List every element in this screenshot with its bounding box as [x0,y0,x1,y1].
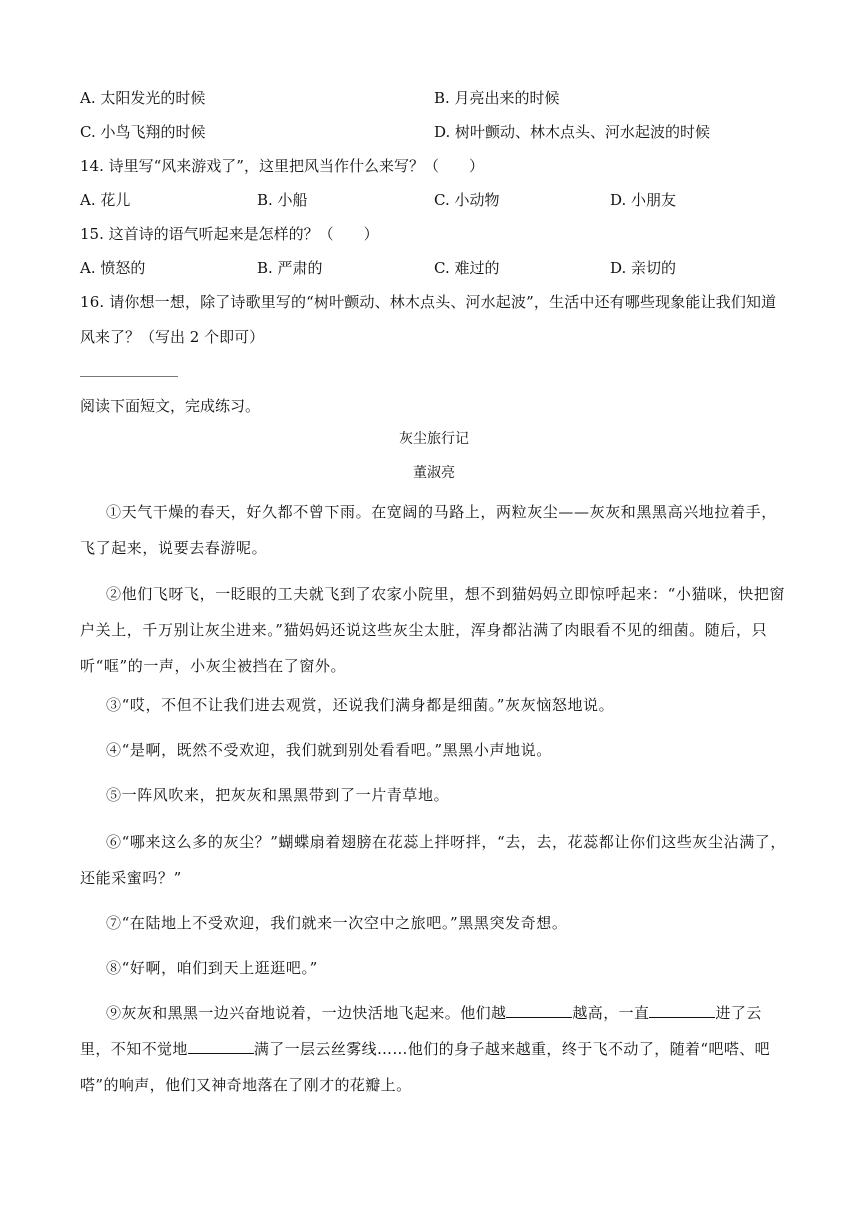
passage-paragraph-5: ⑤一阵风吹来，把灰灰和黑黑带到了一片青草地。 [106,786,450,804]
passage-paragraph-3: ③“哎，不但不让我们进去观赏，还说我们满身都是细菌。”灰灰恼怒地说。 [106,696,615,714]
q13-option-d: D. 树叶颤动、林木点头、河水起波的时候 [434,123,711,141]
section-divider [80,376,178,377]
passage-paragraph-9 [80,995,792,1103]
q14-option-a: A. 花儿 [80,191,131,209]
q16-stem-line-1: 16. 请你想一想，除了诗歌里写的“树叶颤动、林木点头、河水起波”，生活中还有哪些现象能让我们知道 [80,293,777,311]
answer-blank-3[interactable] [188,1039,254,1054]
q15-options-row [80,257,808,279]
q14-option-d: D. 小朋友 [610,191,677,209]
q13-option-c: C. 小鸟飞翔的时候 [80,123,206,141]
passage-paragraph-1: ①天气干燥的春天，好久都不曾下雨。在宽阔的马路上，两粒灰尘——灰灰和黑黑高兴地拉着手，飞了起来，说要去春游呢。 [80,503,777,557]
q16-stem-line-2: 风来了？（写出 2 个即可） [80,328,265,346]
passage-paragraph-4: ④“是啊，既然不受欢迎，我们就到别处看看吧。”黑黑小声地说。 [106,741,552,759]
q13-option-b: B. 月亮出来的时候 [434,89,560,107]
q15-option-a: A. 愤怒的 [80,259,146,277]
q14-option-c: C. 小动物 [434,191,500,209]
passage-paragraph-8: ⑧“好啊，咱们到天上逛逛吧。” [106,959,318,977]
q13-option-a: A. 太阳发光的时候 [80,89,206,107]
q13-options-row-1 [80,87,808,109]
p9-text-4: 满了一层云丝雾线……他们的身子越来越重，终于飞不动了，随着“吧嗒、吧嗒”的响声，他们又神奇地落在了刚才的花瓣上。 [80,1040,771,1094]
p9-text-3: 进了云里，不知不觉地 [80,1004,762,1058]
p9-text-1: ⑨灰灰和黑黑一边兴奋地说着，一边快活地飞起来。他们越 [106,1004,507,1022]
q15-option-c: C. 难过的 [434,259,500,277]
answer-blank-2[interactable] [649,1003,715,1018]
q15-option-d: D. 亲切的 [610,259,677,277]
q15-stem: 15. 这首诗的语气听起来是怎样的？（ ） [80,225,379,243]
p9-text-2: 越高，一直 [572,1004,650,1022]
q14-stem: 14. 诗里写“风来游戏了”，这里把风当作什么来写？（ ） [80,157,484,175]
passage-paragraph-2: ②他们飞呀飞，一眨眼的工夫就飞到了农家小院里，想不到猫妈妈立即惊呼起来：“小猫咪，快把窗户关上，千万别让灰尘进来。”猫妈妈还说这些灰尘太脏，浑身都沾满了肉眼看不见的细菌。随后，只听“哐”的一声，小灰尘被挡在了窗外。 [80,585,786,675]
passage-title: 灰尘旅行记 [399,431,469,447]
q14-options-row [80,189,808,211]
q15-option-b: B. 严肃的 [257,259,323,277]
passage-author: 董淑亮 [413,465,455,481]
passage-paragraph-6: ⑥“哪来这么多的灰尘？”蝴蝶扇着翅膀在花蕊上拌呀拌，“去，去，花蕊都让你们这些灰尘沾满了，还能采蜜吗？” [80,833,787,887]
q13-options-row-2 [80,121,808,143]
reading-instruction: 阅读下面短文，完成练习。 [80,397,261,415]
passage-paragraph-7: ⑦“在陆地上不受欢迎，我们就来一次空中之旅吧。”黑黑突发奇想。 [106,914,568,932]
answer-blank-1[interactable] [506,1003,572,1018]
q14-option-b: B. 小船 [257,191,308,209]
